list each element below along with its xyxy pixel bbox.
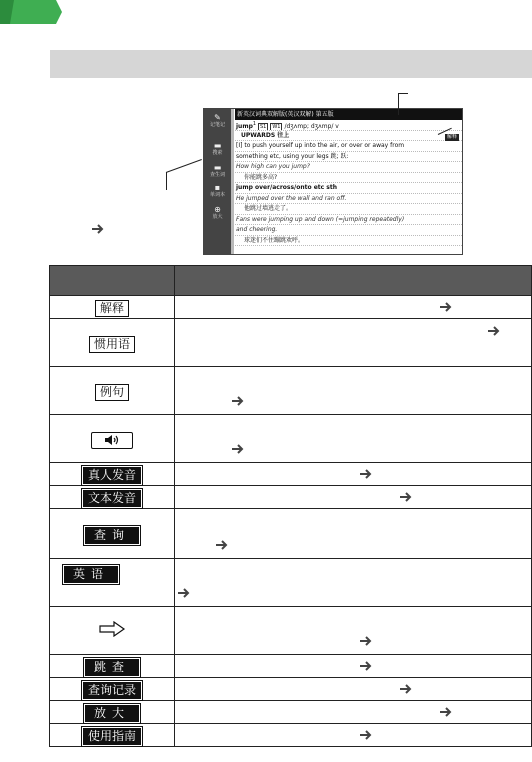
- table-row: [50, 367, 532, 415]
- sense-heading: UPWARDS 往上: [235, 131, 462, 142]
- table-header: [175, 266, 532, 296]
- table-row: [50, 701, 532, 724]
- keyboard-icon: ▬: [213, 141, 222, 150]
- dictionary-title-bar: 新英汉词典双解版(英汉双解) 第五版: [235, 109, 462, 120]
- zoom-icon: ⊕: [214, 205, 221, 214]
- table-row: [50, 296, 532, 319]
- side-menu: [204, 109, 234, 254]
- right-arrow-icon: [399, 491, 413, 503]
- table-row: [50, 415, 532, 463]
- speaker-icon[interactable]: [91, 432, 133, 449]
- section-tab: [0, 0, 62, 24]
- right-arrow-icon[interactable]: [98, 621, 126, 637]
- entry-line: Fans were jumping up and down (=jumping repeatedly): [235, 215, 462, 226]
- table-row: [50, 678, 532, 701]
- right-arrow-icon: [231, 443, 245, 455]
- right-arrow-icon: [231, 395, 245, 407]
- right-arrow-icon: [359, 729, 373, 741]
- key-label[interactable]: 查询: [85, 527, 139, 544]
- entry-line: How high can you jump?: [235, 162, 462, 173]
- dictionary-screen: [203, 108, 463, 255]
- title-band: [50, 50, 532, 78]
- key-label[interactable]: 例句: [95, 384, 129, 401]
- book-icon: ▬: [213, 163, 222, 172]
- right-arrow-icon: [439, 706, 453, 718]
- key-label[interactable]: 惯用语: [89, 336, 135, 353]
- table-header-row: [50, 266, 532, 296]
- function-table: [49, 265, 532, 747]
- entry-line: something etc, using your legs 跳; 跃:: [235, 152, 462, 163]
- side-item[interactable]: ▪ 单词本: [204, 183, 231, 198]
- right-arrow-icon: [439, 301, 453, 313]
- table-row: [50, 319, 532, 367]
- key-label[interactable]: 解释: [95, 300, 129, 317]
- entry-line: 他跳过墙逃走了。: [235, 204, 462, 215]
- right-arrow-icon: [359, 660, 373, 672]
- pen-icon: ✎: [214, 113, 221, 122]
- entry-line: 你能跳多高?: [235, 173, 462, 184]
- key-label[interactable]: 真人发音: [83, 467, 141, 484]
- key-label[interactable]: 查询记录: [83, 682, 141, 699]
- key-label[interactable]: 跳查: [85, 659, 139, 676]
- right-arrow-icon: [359, 635, 373, 647]
- table-row: [50, 559, 532, 607]
- callout-line: [166, 159, 202, 173]
- key-label[interactable]: 使用指南: [83, 728, 141, 745]
- table-row: [50, 607, 532, 655]
- headword-line: jump$^1$ S1 W1 /dʒʌmp; dʒʌmp/ v: [235, 120, 462, 131]
- definition-badge: 解释: [446, 134, 457, 140]
- entry-line: and cheering.: [235, 225, 462, 236]
- entry-line: He jumped over the wall and ran off.: [235, 194, 462, 205]
- entry-line: 球迷们不住蹦跳欢呼。: [235, 236, 462, 247]
- table-row: [50, 724, 532, 747]
- side-item[interactable]: ✎ 记笔记: [204, 113, 231, 128]
- callout-line: [398, 93, 399, 115]
- table-row: [50, 655, 532, 678]
- entry-line: jump over/across/onto etc sth: [235, 183, 462, 194]
- right-arrow-icon: [177, 587, 191, 599]
- table-header: [50, 266, 175, 296]
- side-item[interactable]: ▬ 搜索: [204, 141, 231, 156]
- side-item[interactable]: ⊕ 放大: [204, 205, 231, 220]
- callout-line: [166, 172, 167, 190]
- side-item[interactable]: ▬ 查生词: [204, 163, 231, 178]
- notebook-icon: ▪: [214, 183, 221, 192]
- key-label[interactable]: 文本发音: [83, 490, 141, 507]
- right-arrow-icon: [399, 683, 413, 695]
- right-arrow-icon: [215, 539, 229, 551]
- pronunciation: /dʒʌmp; dʒʌmp/ v: [284, 123, 339, 130]
- right-arrow-icon: [91, 223, 105, 235]
- dictionary-content: [235, 109, 462, 246]
- table-row: [50, 509, 532, 559]
- entry-line: [I] to push yourself up into the air, or over or away from: [235, 141, 462, 152]
- table-row: [50, 486, 532, 509]
- key-label[interactable]: 英语: [64, 566, 118, 583]
- right-arrow-icon: [487, 325, 501, 337]
- key-label[interactable]: 放大: [85, 705, 139, 722]
- right-arrow-icon: [359, 468, 373, 480]
- table-row: [50, 463, 532, 486]
- callout-line: [398, 93, 408, 94]
- headword: jump: [236, 123, 253, 130]
